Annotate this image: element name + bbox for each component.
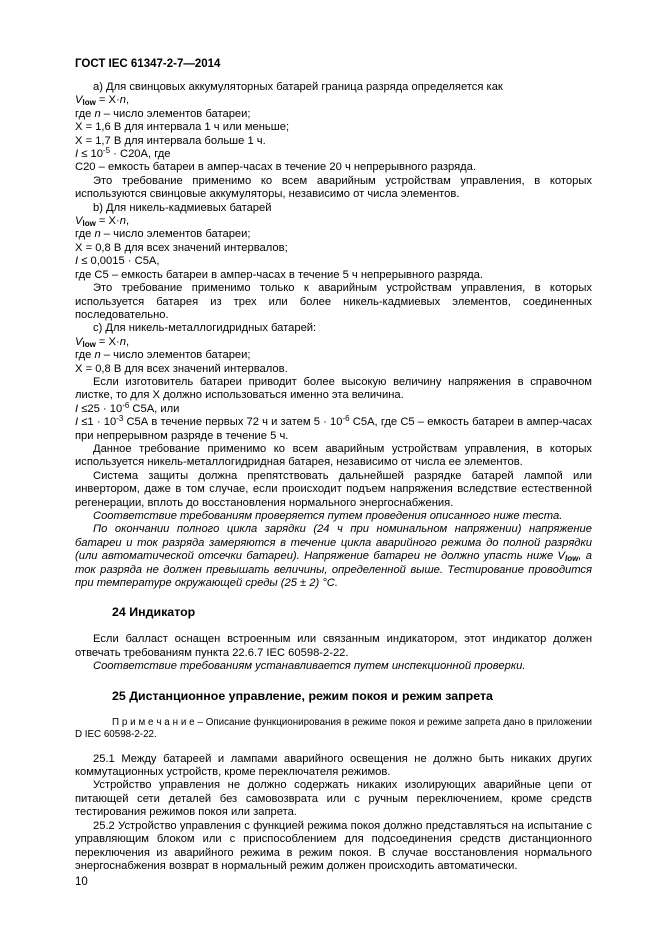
- paragraph: Это требование применимо только к аварийным устройствам управления, в которых используется батарея из трех или более никель-кадмиевых элементов, соединенных последовательно.: [75, 282, 592, 321]
- paragraph: X = 1,7 В для интервала больше 1 ч.: [75, 134, 266, 147]
- paragraph: Соответствие требованиям устанавливается путем инспекционной проверки.: [93, 660, 526, 673]
- paragraph: П р и м е ч а н и е – Описание функционирования в режиме покоя и режиме запрета дано в приложении D IEC 60598-2-22.: [75, 716, 592, 740]
- page-number: 10: [75, 876, 88, 888]
- paragraph: X = 0,8 В для всех значений интервалов;: [75, 241, 288, 254]
- paragraph: $V_{low} = X\cdot n$,: [75, 215, 130, 229]
- paragraph: где n – число элементов батареи;: [75, 228, 251, 241]
- paragraph: Если изготовитель батареи приводит более высокую величину напряжения в справочном листке, то для X должно использоваться именно эта величина.: [75, 375, 592, 402]
- paragraph: I ≤ 0,0015 · С5А,: [75, 255, 160, 268]
- paragraph: $I \le 10^{-5} \cdot С20А$, где: [75, 146, 171, 161]
- paragraph: Данное требование применимо ко всем аварийным устройствам управления, в которых используется никель-металлогидридная батарея, независимо от числа ее элементов.: [75, 442, 592, 469]
- paragraph: С20 – емкость батареи в ампер-часах в течение 20 ч непрерывного разряда.: [75, 161, 477, 174]
- paragraph: Устройство управления не должно содержать никаких изолирующих аварийные цепи от питающей сети деталей без самовозврата или с ручным переключением, кроме средств тестирования режимов покоя или запрета.: [75, 779, 592, 819]
- document-page: [75, 58, 592, 873]
- paragraph: X = 0,8 В для всех значений интервалов.: [75, 362, 288, 375]
- paragraph: $V_{low} = X\cdot n$,: [75, 335, 130, 349]
- section-heading: 24 Индикатор: [112, 605, 196, 620]
- paragraph: b) Для никель-кадмиевых батарей: [93, 201, 272, 214]
- document-body: [75, 81, 592, 873]
- paragraph: $I \le 1 \cdot 10^{-3}$ С5А в течение первых 72 ч и затем $5 \cdot 10^{-6}$ С5А, где С5 – емкость батареи в ампер-часах при непрерывном разряде в течение 5 ч.: [75, 414, 593, 442]
- paragraph: X = 1,6 В для интервала 1 ч или меньше;: [75, 121, 290, 134]
- paragraph: Соответствие требованиям проверяется путем проведения описанного ниже теста.: [93, 510, 563, 522]
- paragraph: где n – число элементов батареи;: [75, 349, 251, 362]
- paragraph: a) Для свинцовых аккумуляторных батарей граница разряда определяется как: [93, 81, 503, 93]
- document-header: ГОСТ IEC 61347-2-7—2014: [75, 58, 221, 70]
- paragraph: Если балласт оснащен встроенным или связанным индикатором, этот индикатор должен отвечать требованиям пункта 22.6.7 IEC 60598-2-22.: [75, 633, 592, 659]
- paragraph: $V_{low} = X\cdot n$,: [75, 94, 130, 108]
- section-heading: 25 Дистанционное управление, режим покоя и режим запрета: [112, 688, 493, 703]
- paragraph: По окончании полного цикла зарядки (24 ч при номинальном напряжении) напряжение батареи и ток разряда замеряются в течение цикла аварийного режима до полной разрядки (или автоматической отсечки батареи). Напряжение батареи не должно упасть ниже $V_{low}$, а ток разряда не должен превышать величины, определенной выше. Тестирование проводится при температуре окружающей среды (25 ± 2) °С.: [75, 523, 592, 590]
- paragraph: $I \le 25 \cdot 10^{-6}$ С5А, или: [75, 400, 180, 415]
- paragraph: где n – число элементов батареи;: [75, 107, 251, 120]
- paragraph: 25.2 Устройство управления с функцией режима покоя должно представляться на испытание с управляющим блоком или с приспособлением для подсоединения средств дистанционного переключения из аварийного режима в режим покоя. В случае восстановления нормального энергоснабжения возврат в нормальный режим должен происходить автоматически.: [75, 819, 592, 872]
- paragraph: c) Для никель-металлогидридных батарей:: [93, 322, 317, 335]
- paragraph: Это требование применимо ко всем аварийным устройствам управления, в которых используются свинцовые аккумуляторы, независимо от числа элементов.: [75, 174, 592, 201]
- paragraph: Система защиты должна препятствовать дальнейшей разрядке батарей лампой или инвертором, даже в том случае, если происходит подъем напряжения вследствие естественной регенерации, вплоть до восстановления нормального энергоснабжения.: [75, 469, 592, 509]
- paragraph: 25.1 Между батареей и лампами аварийного освещения не должно быть никаких других коммутационных устройств, кроме переключателя режимов.: [75, 752, 592, 779]
- paragraph: где С5 – емкость батареи в ампер-часах в течение 5 ч непрерывного разряда.: [75, 268, 484, 281]
